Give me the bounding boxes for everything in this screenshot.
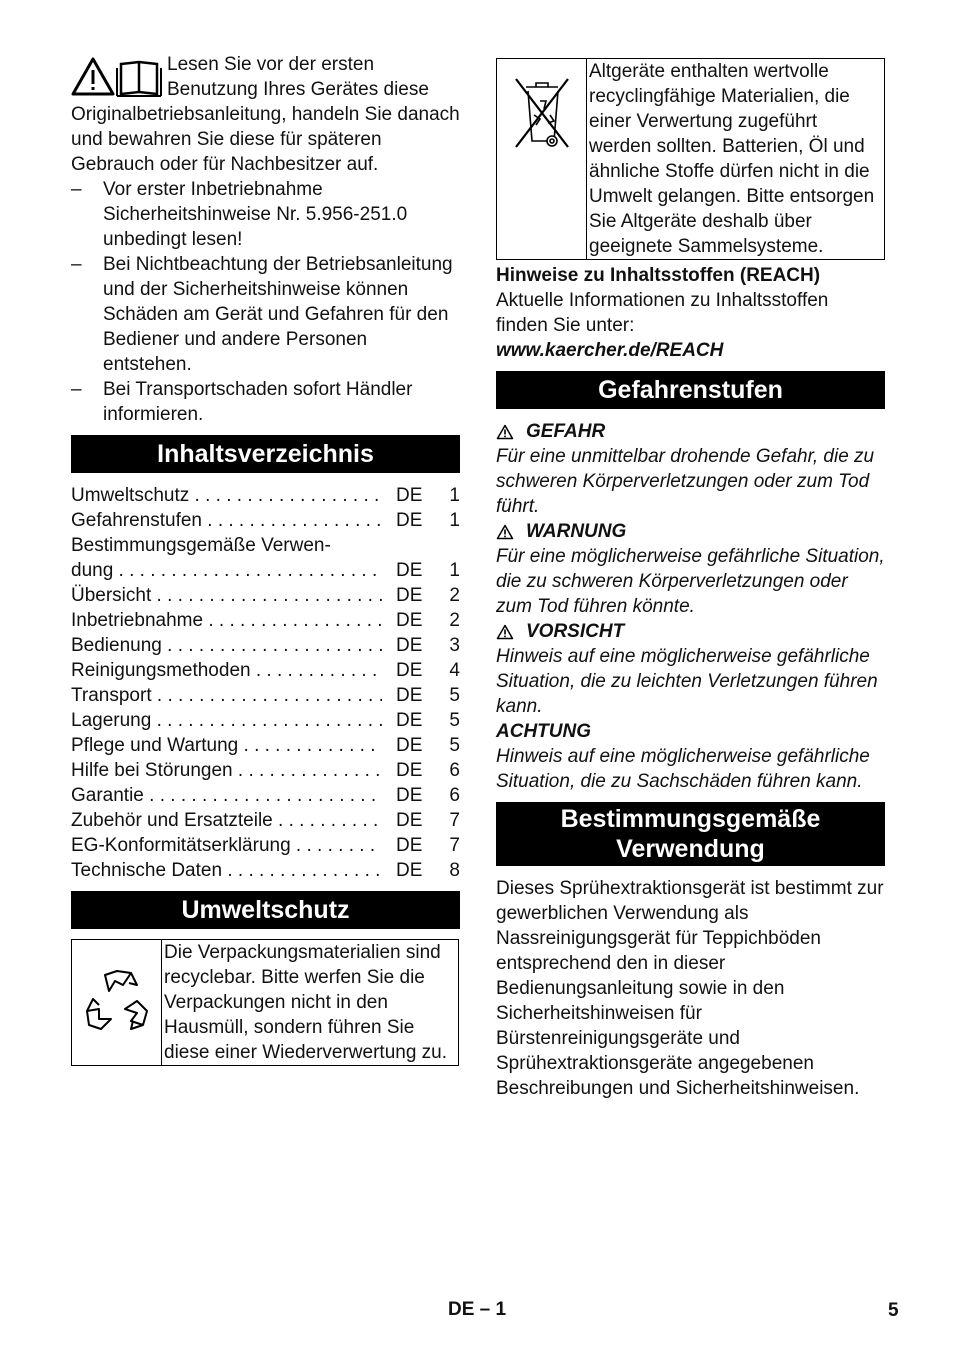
toc-lang: DE xyxy=(396,560,423,581)
toc-page: 7 xyxy=(449,810,460,831)
warning-triangle-icon xyxy=(496,624,514,640)
toc-page: 7 xyxy=(449,835,460,856)
toc-lang: DE xyxy=(396,835,423,856)
toc-page: 8 xyxy=(449,860,460,881)
toc-lang: DE xyxy=(396,860,423,881)
toc-entry[interactable] xyxy=(71,683,460,708)
toc-lang: DE xyxy=(396,585,423,606)
pic-cell xyxy=(497,59,587,259)
footer-section-label: DE – 1 xyxy=(448,1299,507,1320)
toc xyxy=(71,483,460,883)
toc-title: Bestimmungsgemäße Verwen- xyxy=(71,535,331,556)
toc-title: Hilfe bei Störungen xyxy=(71,760,233,781)
hazard-level-label xyxy=(496,419,885,444)
toc-title: EG-Konformitätserklärung xyxy=(71,835,291,856)
hazard-label: GEFAHR xyxy=(526,421,606,442)
toc-lang: DE xyxy=(396,635,423,656)
toc-entry[interactable] xyxy=(71,858,460,883)
hazard-label: VORSICHT xyxy=(526,621,625,642)
toc-entry[interactable] xyxy=(71,783,460,808)
hazard-text: Hinweis auf eine möglicherweise gefährliche Situation, die zu Sachschäden führen kann. xyxy=(496,746,870,792)
toc-title: Garantie xyxy=(71,785,144,806)
toc-page: 1 xyxy=(449,485,460,506)
hazard-text: Für eine unmittelbar drohende Gefahr, die zu schweren Körperverletzungen oder zum Tod führt. xyxy=(496,446,875,517)
toc-page: 5 xyxy=(449,735,460,756)
hazard-level-label xyxy=(496,519,885,544)
toc-lang: DE xyxy=(396,760,423,781)
toc-lang: DE xyxy=(396,685,423,706)
warning-triangle-icon xyxy=(496,524,514,540)
page-number: 5 xyxy=(888,1300,899,1321)
hazard-text: Hinweis auf eine möglicherweise gefährliche Situation, die zu leichten Verletzungen führen kann. xyxy=(496,646,878,717)
warning-manual-icon xyxy=(71,56,163,98)
warning-triangle-icon xyxy=(496,424,514,440)
heading-line: Bestimmungsgemäße xyxy=(560,805,821,833)
toc-lang: DE xyxy=(396,510,423,531)
right-column xyxy=(496,58,885,1101)
list-item: – Vor erster Inbetriebnahme Sicherheitshinweise Nr. 5.956-251.0 unbedingt lesen! xyxy=(71,177,460,252)
hazard-label: WARNUNG xyxy=(526,521,627,542)
toc-title: Bedienung xyxy=(71,635,162,656)
toc-page: 6 xyxy=(449,785,460,806)
toc-entry[interactable] xyxy=(71,733,460,758)
toc-title: Transport xyxy=(71,685,152,706)
toc-title: Zubehör und Ersatzteile xyxy=(71,810,273,831)
toc-lang: DE xyxy=(396,610,423,631)
intro-block xyxy=(71,52,460,177)
reach-heading: Hinweise zu Inhaltsstoffen (REACH) xyxy=(496,265,821,286)
toc-title: Reinigungsmethoden xyxy=(71,660,251,681)
intro-list xyxy=(71,177,460,427)
toc-title: dung xyxy=(71,560,114,581)
hazard-levels xyxy=(496,419,885,794)
hazard-level-label xyxy=(496,619,885,644)
hazard-label: ACHTUNG xyxy=(496,721,591,742)
disposal-text: Altgeräte enthalten wertvolle recyclingfähige Materialien, die einer Verwertung zugeführt werden sollten. Batterien, Öl und ähnliche Stoffe dürfen nicht in die Umwelt gelangen. Bitte entsorgen Sie Altgeräte deshalb über geeignete Sammelsysteme. xyxy=(589,61,875,257)
toc-title: Technische Daten xyxy=(71,860,223,881)
toc-entry[interactable] xyxy=(71,583,460,608)
hazard-level-label xyxy=(496,719,885,744)
toc-entry[interactable] xyxy=(71,533,460,583)
umweltschutz-heading: Umweltschutz xyxy=(71,891,460,929)
toc-title: Inbetriebnahme xyxy=(71,610,204,631)
toc-entry[interactable] xyxy=(71,658,460,683)
toc-page: 5 xyxy=(449,710,460,731)
bestimmung-text: Dieses Sprühextraktionsgerät ist bestimmt zur gewerblichen Verwendung als Nassreinigungsgerät für Teppichböden entsprechend den in dieser Bedienungsanleitung sowie in den Sicherheitshinweisen für Bürstenreinigungsgeräte und Sprühextraktionsgeräte angegebenen Beschreibungen und Sicherheitshinweisen. xyxy=(496,878,884,1099)
toc-title: Pflege und Wartung xyxy=(71,735,239,756)
toc-heading: Inhaltsverzeichnis xyxy=(71,435,460,473)
toc-lang: DE xyxy=(396,485,423,506)
toc-lang: DE xyxy=(396,810,423,831)
crossed-bin-icon xyxy=(510,75,574,153)
recycle-icon xyxy=(79,963,155,1043)
toc-lang: DE xyxy=(396,785,423,806)
pic-cell xyxy=(72,940,162,1065)
toc-entry[interactable] xyxy=(71,808,460,833)
toc-title: Umweltschutz xyxy=(71,485,190,506)
toc-entry[interactable] xyxy=(71,608,460,633)
reach-text: Aktuelle Informationen zu Inhaltsstoffen finden Sie unter: xyxy=(496,290,829,336)
gefahrenstufen-heading: Gefahrenstufen xyxy=(496,371,885,409)
toc-entry[interactable] xyxy=(71,758,460,783)
toc-lang: DE xyxy=(396,710,423,731)
toc-entry[interactable] xyxy=(71,633,460,658)
toc-page: 1 xyxy=(449,560,460,581)
toc-page: 5 xyxy=(449,685,460,706)
toc-page: 2 xyxy=(449,610,460,631)
reach-link[interactable]: www.kaercher.de/REACH xyxy=(496,340,724,361)
packaging-notice xyxy=(71,939,459,1066)
hazard-text: Für eine möglicherweise gefährliche Situation, die zu schweren Körperverletzungen oder zum Tod führen könnte. xyxy=(496,546,885,617)
toc-entry[interactable] xyxy=(71,833,460,858)
list-item: – Bei Transportschaden sofort Händler informieren. xyxy=(71,377,460,427)
toc-page: 2 xyxy=(449,585,460,606)
toc-entry[interactable] xyxy=(71,483,460,508)
toc-page: 4 xyxy=(449,660,460,681)
toc-page: 3 xyxy=(449,635,460,656)
toc-page: 1 xyxy=(449,510,460,531)
list-item: – Bei Nichtbeachtung der Betriebsanleitung und der Sicherheitshinweise können Schäden am Gerät und Gefahren für den Bediener und andere Personen entstehen. xyxy=(71,252,460,377)
heading-line: Verwendung xyxy=(616,835,765,863)
toc-title: Übersicht xyxy=(71,585,152,606)
toc-lang: DE xyxy=(396,735,423,756)
toc-page: 6 xyxy=(449,760,460,781)
toc-lang: DE xyxy=(396,660,423,681)
toc-title: Gefahrenstufen xyxy=(71,510,202,531)
intro-text: Lesen Sie vor der ersten Benutzung Ihres Gerätes diese Originalbetriebsanleitung, handeln Sie danach und bewahren Sie diese für späteren Gebrauch oder für Nachbesitzer auf. xyxy=(71,54,460,175)
toc-entry[interactable] xyxy=(71,708,460,733)
toc-title: Lagerung xyxy=(71,710,152,731)
disposal-notice xyxy=(496,58,885,260)
left-column xyxy=(71,52,460,1066)
bestimmung-heading xyxy=(496,802,885,866)
toc-entry[interactable] xyxy=(71,508,460,533)
packaging-text: Die Verpackungsmaterialien sind recyclebar. Bitte werfen Sie die Verpackungen nicht in den Hausmüll, sondern führen Sie diese einer Wiederverwertung zu. xyxy=(164,942,448,1063)
